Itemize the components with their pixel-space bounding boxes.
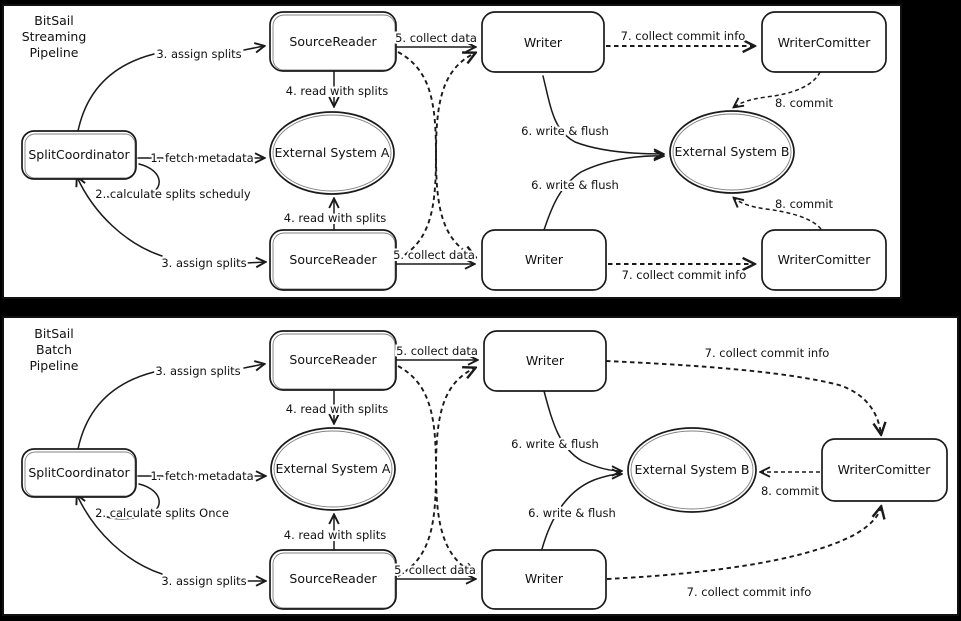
writer-comitter-top-label: WriterComitter: [777, 35, 871, 50]
edge-assign-splits-top-curve: [78, 54, 154, 131]
label-write-flush-top: 6. write & flush: [521, 124, 609, 138]
edge-assign-splits-top-curve: [78, 372, 154, 449]
label-fetch-metadata: 1. fetch metadata: [150, 151, 254, 165]
writer-bottom-label: Writer: [524, 252, 564, 267]
label-commit: 8. commit: [760, 484, 820, 498]
batch-title-line2: Batch: [36, 342, 72, 357]
label-collect-commit-bottom: 7. collect commit info: [621, 268, 747, 282]
label-collect-commit-top: 7. collect commit info: [704, 346, 830, 360]
label-commit-bottom: 8. commit: [774, 197, 834, 211]
label-write-flush-bottom: 6. write & flush: [531, 178, 619, 192]
streaming-title-line2: Streaming: [21, 29, 87, 44]
label-commit-top: 8. commit: [774, 96, 834, 110]
writer-bottom-label: Writer: [524, 571, 564, 586]
label-calculate-splits: 2. calculate splits Once: [95, 506, 229, 520]
streaming-diagram: [4, 6, 900, 297]
source-reader-bottom-label: SourceReader: [289, 252, 377, 267]
writer-top-label: Writer: [523, 35, 563, 50]
edge-write-flush-top: [543, 76, 663, 154]
external-system-a-label: External System A: [275, 461, 391, 476]
edge-assign-splits-top-arrow: [244, 46, 264, 50]
label-assign-splits-top: 3. assign splits: [156, 47, 242, 61]
edge-cross-bottom-to-top: [398, 368, 475, 576]
streaming-title-line1: BitSail: [34, 13, 74, 28]
source-reader-top-label: SourceReader: [289, 34, 377, 49]
edge-cross-bottom-to-top: [398, 53, 475, 259]
label-assign-splits-top: 3. assign splits: [155, 364, 241, 378]
batch-title-line3: Pipeline: [29, 358, 79, 373]
batch-pipeline-panel: [2, 316, 959, 616]
writer-comitter-bottom-label: WriterComitter: [777, 252, 871, 267]
edge-assign-splits-top-arrow: [244, 364, 264, 368]
batch-diagram: [4, 318, 957, 614]
label-read-with-splits-bottom: 4. read with splits: [283, 211, 387, 225]
label-write-flush-top: 6. write & flush: [511, 437, 599, 451]
label-collect-data-top: 5. collect data: [396, 344, 478, 358]
external-system-b-label: External System B: [634, 462, 750, 477]
edge-cross-top-to-bottom: [398, 366, 475, 574]
source-reader-top-label: SourceReader: [289, 352, 377, 367]
label-read-with-splits-top: 4. read with splits: [285, 84, 389, 98]
label-write-flush-bottom: 6. write & flush: [528, 506, 616, 520]
streaming-title-line3: Pipeline: [29, 45, 79, 60]
writer-comitter-label: WriterComitter: [837, 462, 931, 477]
label-collect-commit-top: 7. collect commit info: [620, 29, 746, 43]
writer-top-label: Writer: [525, 353, 565, 368]
edge-assign-splits-bottom-arrow: [246, 262, 265, 263]
edge-collect-commit-top: [606, 361, 881, 434]
split-coordinator-label: SplitCoordinator: [28, 465, 130, 480]
external-system-b-label: External System B: [674, 144, 790, 159]
edge-write-flush-top: [544, 391, 621, 471]
edge-cross-top-to-bottom: [398, 52, 475, 257]
external-system-a-label: External System A: [274, 145, 390, 160]
label-collect-data-bottom: 5. collect data: [394, 563, 476, 577]
label-collect-data-bottom: 5. collect data: [393, 248, 475, 262]
label-collect-commit-bottom: 7. collect commit info: [686, 585, 812, 599]
label-fetch-metadata: 1. fetch metadata: [150, 469, 254, 483]
label-assign-splits-bottom: 3. assign splits: [161, 574, 247, 588]
label-collect-data-top: 5. collect data: [395, 31, 477, 45]
edge-collect-commit-bottom: [607, 507, 881, 579]
split-coordinator-label: SplitCoordinator: [28, 147, 130, 162]
label-assign-splits-bottom: 3. assign splits: [161, 256, 247, 270]
label-read-with-splits-top: 4. read with splits: [285, 402, 389, 416]
edge-write-flush-bottom: [544, 156, 663, 230]
batch-title-line1: BitSail: [34, 326, 74, 341]
label-read-with-splits-bottom: 4. read with splits: [283, 528, 387, 542]
source-reader-bottom-label: SourceReader: [289, 571, 377, 586]
label-calculate-splits: 2. calculate splits scheduly: [95, 187, 251, 201]
streaming-pipeline-panel: [2, 4, 902, 299]
